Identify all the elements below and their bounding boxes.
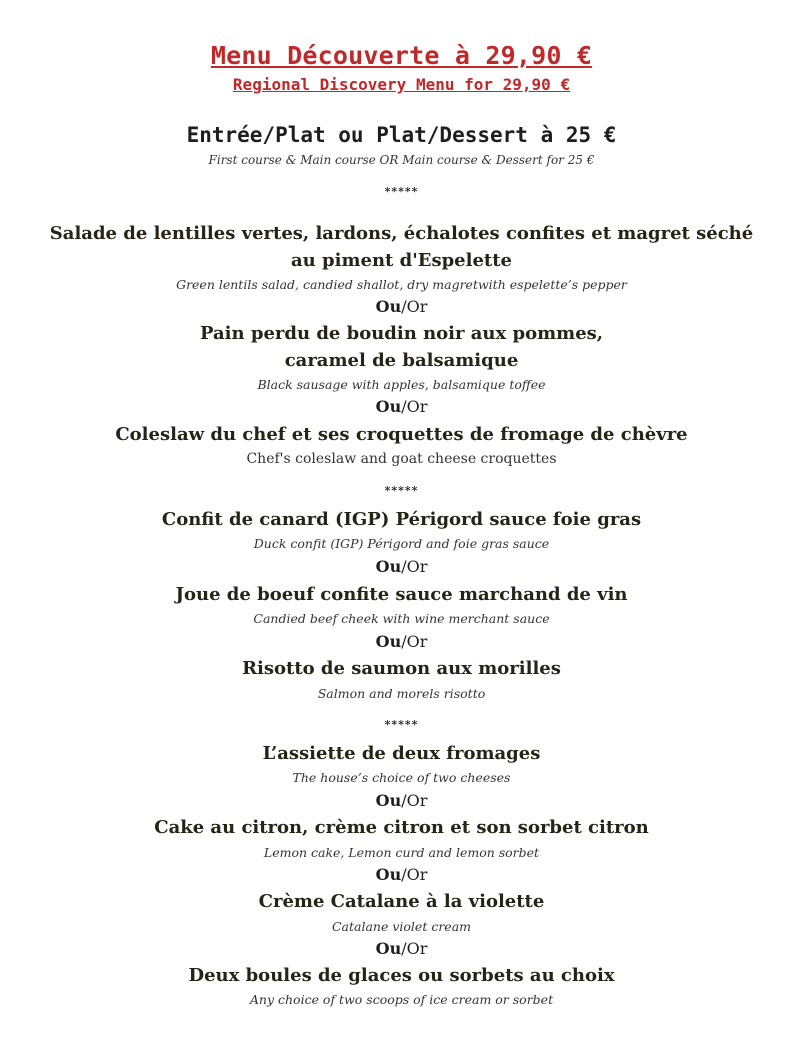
main-2-translation: Candied beef cheek with wine merchant sauce — [253, 611, 550, 626]
or-separator — [0, 632, 803, 652]
section-separator: ***** — [384, 185, 419, 198]
menu-title: Menu Découverte à 29,90 € — [210, 41, 593, 70]
or-en: /Or — [401, 632, 428, 651]
or-separator — [0, 297, 803, 317]
main-1-translation: Duck confit (IGP) Périgord and foie gras sauce — [253, 536, 550, 551]
starter-2-translation: Black sausage with apples, balsamique toffee — [257, 377, 546, 392]
dessert-2-translation: Lemon cake, Lemon curd and lemon sorbet — [263, 845, 540, 860]
starter-1-name-line1: Salade de lentilles vertes, lardons, échalotes confites et magret séché — [49, 223, 754, 244]
formula-heading: Entrée/Plat ou Plat/Dessert à 25 € — [186, 123, 617, 147]
dessert-3-name: Crème Catalane à la violette — [258, 891, 545, 912]
or-separator — [0, 557, 803, 577]
or-fr: Ou — [375, 939, 402, 958]
or-en: /Or — [401, 791, 428, 810]
or-fr: Ou — [375, 297, 402, 316]
dessert-2-name: Cake au citron, crème citron et son sorbet citron — [154, 817, 649, 838]
main-3-translation: Salmon and morels risotto — [317, 686, 486, 701]
dessert-1-translation: The house’s choice of two cheeses — [292, 770, 511, 785]
or-en: /Or — [401, 865, 428, 884]
or-separator — [0, 791, 803, 811]
or-fr: Ou — [375, 632, 402, 651]
dessert-1-name: L’assiette de deux fromages — [262, 743, 541, 764]
menu-subtitle: Regional Discovery Menu for 29,90 € — [232, 75, 571, 94]
or-separator — [0, 939, 803, 959]
or-fr: Ou — [375, 397, 402, 416]
or-separator — [0, 865, 803, 885]
formula-translation: First course & Main course OR Main course & Dessert for 25 € — [208, 153, 595, 167]
starter-3-translation: Chef's coleslaw and goat cheese croquettes — [246, 451, 557, 467]
or-en: /Or — [401, 557, 428, 576]
or-fr: Ou — [375, 791, 402, 810]
starter-1-translation: Green lentils salad, candied shallot, dry magretwith espelette’s pepper — [176, 277, 627, 292]
or-fr: Ou — [375, 865, 402, 884]
section-separator: ***** — [384, 718, 419, 731]
starter-3-name: Coleslaw du chef et ses croquettes de fromage de chèvre — [115, 424, 688, 445]
main-1-name: Confit de canard (IGP) Périgord sauce foie gras — [161, 509, 642, 530]
or-fr: Ou — [375, 557, 402, 576]
dessert-4-name: Deux boules de glaces ou sorbets au choix — [188, 965, 615, 986]
or-en: /Or — [401, 297, 428, 316]
or-en: /Or — [401, 397, 428, 416]
main-2-name: Joue de boeuf confite sauce marchand de vin — [175, 584, 628, 605]
or-separator — [0, 397, 803, 417]
dessert-4-translation: Any choice of two scoops of ice cream or sorbet — [249, 992, 554, 1007]
starter-1-name-line2: au piment d'Espelette — [291, 250, 512, 271]
dessert-3-translation: Catalane violet cream — [331, 919, 472, 934]
starter-2-name-line1: Pain perdu de boudin noir aux pommes, — [199, 323, 604, 344]
section-separator: ***** — [384, 484, 419, 497]
main-3-name: Risotto de saumon aux morilles — [242, 658, 561, 679]
starter-2-name-line2: caramel de balsamique — [284, 350, 519, 371]
or-en: /Or — [401, 939, 428, 958]
